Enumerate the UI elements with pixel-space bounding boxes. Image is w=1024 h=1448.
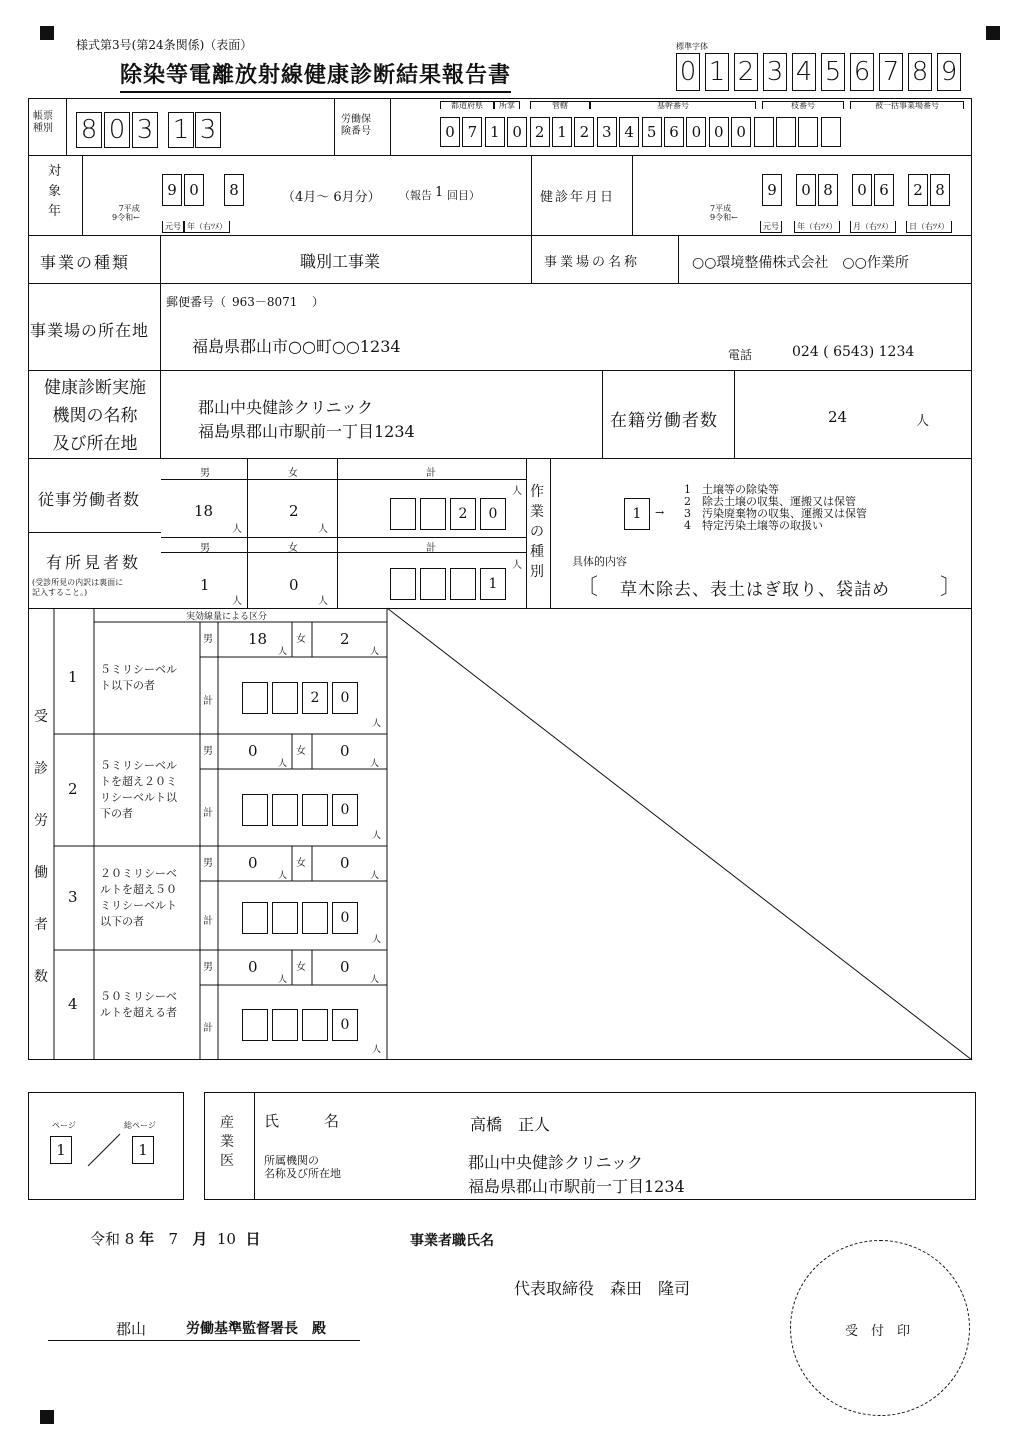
dose-total-digit [272,682,298,714]
dose-male-label: 男 [203,962,213,973]
dose-total-digit: 2 [302,682,328,714]
dose-row-number: 4 [68,995,78,1013]
target-period: （4月～ 6月分） [282,190,381,205]
dose-unit: 人 [278,647,288,657]
std-digit-box: 2 [734,53,758,91]
postal-code: 963－8071 [232,295,298,309]
work-type-code: 1 [624,498,650,530]
insurance-digit-cell: 6 [664,117,684,147]
doctor-name: 高橋 正人 [470,1115,551,1134]
workers-male-value: 18 [194,502,214,520]
dose-female-value: 0 [340,958,350,976]
dose-male-value: 0 [248,854,258,872]
era-note: 7平成 9令和← [112,204,140,222]
total-digit-box: 1 [480,568,506,600]
dose-male-value: 18 [248,630,268,648]
insurance-digit-cell: 1 [485,117,505,147]
era-sub: 元号 [162,221,184,233]
insurance-sub-label: 枝番号 [762,101,844,109]
doctor-org-label: 所属機関の 名称及び所在地 [264,1154,341,1180]
work-type-arrow: → [655,506,665,519]
slip-digit-box: 3 [132,112,158,148]
insurance-sub-label: 基幹番号 [590,101,756,109]
std-font-label: 標準字体 [676,42,708,51]
unit-label: 人 [232,524,242,535]
dose-row-number: 3 [68,888,78,906]
exam-date-digit: 9 [762,174,782,206]
dose-male-label: 男 [203,634,213,645]
workplace-name-value: ○○環境整備株式会社 ○○作業所 [692,255,909,271]
dose-unit: 人 [370,759,380,769]
workers-female-label: 女 [288,468,298,479]
business-type-label: 事業の種類 [40,253,131,272]
std-digit-box: 7 [879,53,903,91]
page-label: ページ [52,1121,76,1130]
unit-label: 人 [318,524,328,535]
insurance-digit-cell: 1 [552,117,572,147]
std-digit-box: 0 [676,53,700,91]
dose-unit: 人 [372,935,382,945]
insurance-label: 労働保 険番号 [341,114,371,137]
work-detail-label: 具体的内容 [572,555,627,568]
exam-institution-label: 健康診断実施 機関の名称 及び所在地 [44,378,146,454]
insurance-digit-cell: 3 [597,117,617,147]
insurance-digit-cell: 0 [731,117,751,147]
report-date: 令和 8 年 7 月 10 日 [90,1230,261,1248]
workers-male-label: 男 [200,468,210,479]
dose-total-digit [242,794,268,826]
enrolled-value: 24 [828,408,848,426]
dose-total-digit [272,1009,298,1041]
dose-female-label: 女 [296,858,306,869]
insurance-sub-label: 所掌 [494,101,520,109]
dose-total-digit [272,902,298,934]
enrolled-unit: 人 [916,414,930,429]
employer-name: 代表取締役 森田 隆司 [514,1279,691,1298]
dose-unit: 人 [372,1045,382,1055]
findings-total-label: 計 [426,543,436,554]
insurance-digit-cell: 0 [440,117,460,147]
report-count-label: （報告 [399,189,432,202]
doctor-org-name: 郡山中央健診クリニック [468,1153,644,1172]
receipt-stamp-label: 受 付 印 [845,1324,911,1339]
exam-date-digit: 0 [796,174,816,206]
dose-side-char: 働 [34,865,48,881]
target-year-digit: 0 [184,174,204,206]
work-type-label-char: 種 [530,544,544,560]
report-count-tail: 回目） [447,189,480,202]
detail-bracket-open: 〔 [576,575,599,600]
work-type-label-char: 別 [530,564,544,580]
dose-unit: 人 [278,975,288,985]
work-type-label-char: 作 [530,484,544,500]
slip-type-label: 帳票 種別 [33,111,53,134]
findings-note: (受診所見の内訳は裏面に 記入すること。) [32,578,124,597]
dose-total-label: 計 [203,808,213,819]
dose-unit: 人 [370,975,380,985]
exam-date-sub-label: 日（右ﾂﾒ） [906,221,952,233]
doctor-label-char: 業 [220,1134,234,1150]
findings-female-value: 0 [289,576,299,594]
target-year-digit: 9 [162,174,182,206]
dose-total-digit: 0 [332,682,358,714]
dose-total-digit [242,682,268,714]
doctor-org-address: 福島県郡山市駅前一丁目1234 [468,1177,685,1196]
dose-total-digit: 0 [332,794,358,826]
workplace-address-label: 事業場の所在地 [30,321,150,340]
dose-row-desc: ５ミリシーベル ト以下の者 [100,663,177,692]
std-digit-box: 4 [792,53,816,91]
dose-unit: 人 [370,871,380,881]
business-type-value: 職別工事業 [300,252,381,271]
unit-label: 人 [512,486,522,497]
workplace-name-label: 事業場の名称 [544,255,641,270]
std-digit-box: 5 [821,53,845,91]
report-number: 1 [435,185,444,200]
exam-date-sub-label: 年（右ﾂﾒ） [794,221,840,233]
dose-side-char: 者 [34,917,48,933]
exam-date-digit: 6 [874,174,894,206]
dose-row-desc: ２０ミリシーベ ルトを超え５０ ミリシーベルト 以下の者 [100,867,177,928]
dose-unit: 人 [372,831,382,841]
total-digit-box: 2 [450,498,476,530]
exam-era-note: 7平成 9令和← [710,204,738,222]
dose-female-label: 女 [296,962,306,973]
postal-label: 郵便番号（ [166,295,227,309]
insurance-digit-cell: 2 [574,117,594,147]
dose-male-value: 0 [248,742,258,760]
exam-institution-address: 福島県郡山市駅前一丁目1234 [198,422,415,441]
slip-digit-box: 1 [168,112,194,148]
dose-total-digit [242,902,268,934]
dose-row-number: 1 [68,668,78,686]
addressee-title: 労働基準監督署長 殿 [186,1321,326,1337]
dose-female-label: 女 [296,746,306,757]
workers-female-value: 2 [289,502,299,520]
dose-male-label: 男 [203,746,213,757]
doctor-name-label: 氏 名 [264,1112,340,1130]
insurance-sub-label: 管轄 [530,101,590,109]
work-type-label-char: 業 [530,504,544,520]
dose-male-label: 男 [203,858,213,869]
total-pages: 1 [132,1136,154,1164]
dose-total-digit: 0 [332,902,358,934]
dose-total-label: 計 [203,696,213,707]
doctor-label-char: 産 [220,1115,234,1131]
workers-label: 従事労働者数 [38,490,141,509]
dose-side-char: 診 [34,761,48,777]
dose-row-desc: ５ミリシーベル トを超え２０ミ リシーベルト以 下の者 [100,759,177,820]
dose-side-char: 労 [34,813,48,829]
slip-digit-box: 8 [76,112,102,148]
insurance-digit-cell: 0 [686,117,706,147]
dose-header: 実効線量による区分 [186,612,268,622]
std-digit-box: 8 [908,53,932,91]
dose-male-value: 0 [248,958,258,976]
workplace-address-value: 福島県郡山市○○町○○1234 [192,337,401,356]
findings-label: 有所見者数 [46,553,142,572]
total-digit-box: 0 [480,498,506,530]
enrolled-label: 在籍労働者数 [610,411,718,431]
form-number: 様式第3号(第24条関係)（表面） [76,38,253,52]
addressee-office: 郡山 [116,1320,147,1338]
dose-total-label: 計 [203,916,213,927]
employer-label: 事業者職氏名 [410,1233,494,1249]
detail-bracket-close: 〕 [940,575,963,600]
page-number: 1 [50,1136,72,1164]
dose-female-value: 0 [340,742,350,760]
dose-total-digit [242,1009,268,1041]
exam-date-digit: 2 [908,174,928,206]
page-title: 除染等電離放射線健康診断結果報告書 [120,58,511,93]
dose-row-number: 2 [68,780,78,798]
findings-female-label: 女 [288,543,298,554]
exam-date-digit: 8 [930,174,950,206]
total-pages-label: 総ページ [124,1121,156,1130]
slash-mark [84,1132,124,1168]
dose-row-desc: ５０ミリシーベ ルトを超える者 [100,990,177,1019]
insurance-digit-cell: 4 [619,117,639,147]
std-digit-box: 6 [850,53,874,91]
std-digit-box: 1 [705,53,729,91]
dose-total-digit [302,794,328,826]
unit-label: 人 [512,560,522,571]
work-type-label-char: の [530,524,544,540]
unit-label: 人 [232,596,242,607]
insurance-sub-label: 都道府県 [440,101,494,109]
dose-side-char: 数 [34,969,48,985]
tel-label: 電話 [728,348,753,362]
exam-date-digit: 8 [818,174,838,206]
postal-tail: ） [312,295,325,309]
target-year-label: 対象年 [48,164,62,219]
dose-side-char: 受 [34,709,48,725]
exam-date-digit: 0 [852,174,872,206]
std-digit-box: 9 [937,53,961,91]
workers-total-label: 計 [426,468,436,479]
dose-unit: 人 [370,647,380,657]
dose-total-digit [302,1009,328,1041]
insurance-digit-cell: 7 [462,117,482,147]
findings-male-label: 男 [200,543,210,554]
exam-institution-name: 郡山中央健診クリニック [198,398,374,417]
dose-total-digit [302,902,328,934]
dose-female-label: 女 [296,634,306,645]
doctor-label-char: 医 [220,1153,234,1169]
work-detail-value: 草木除去、表土はぎ取り、袋詰め [620,580,890,600]
std-digit-box: 3 [763,53,787,91]
dose-total-label: 計 [203,1023,213,1034]
year-sub: 年（右ﾂﾒ） [184,221,230,233]
dose-unit: 人 [278,759,288,769]
dose-unit: 人 [372,719,382,729]
slip-digit-box: 3 [195,112,221,148]
doctor-label [220,1114,236,1171]
insurance-digit-cell: 0 [507,117,527,147]
target-year-digit: 8 [224,174,244,206]
insurance-digit-cell: 5 [642,117,662,147]
insurance-digit-cell: 2 [530,117,550,147]
dose-unit: 人 [278,871,288,881]
insurance-sub-label: 被一括事業場番号 [850,101,964,109]
slip-digit-box: 0 [104,112,130,148]
dose-total-digit [272,794,298,826]
exam-date-sub-label: 月（右ﾂﾒ） [850,221,896,233]
dose-female-value: 2 [340,630,350,648]
tel-value: 024 ( 6543) 1234 [792,344,915,360]
unit-label: 人 [318,596,328,607]
findings-male-value: 1 [200,576,210,594]
dose-female-value: 0 [340,854,350,872]
exam-date-label: 健診年月日 [540,190,616,205]
exam-date-sub-label: 元号 [760,221,782,233]
work-type-options: 1 土壌等の除染等 2 除去土壌の収集、運搬又は保管 3 汚染廃棄物の収集、運搬又は保管 4 特定汚染土壌等の取扱い [684,483,867,532]
insurance-digit-cell: 0 [709,117,729,147]
dose-total-digit: 0 [332,1009,358,1041]
